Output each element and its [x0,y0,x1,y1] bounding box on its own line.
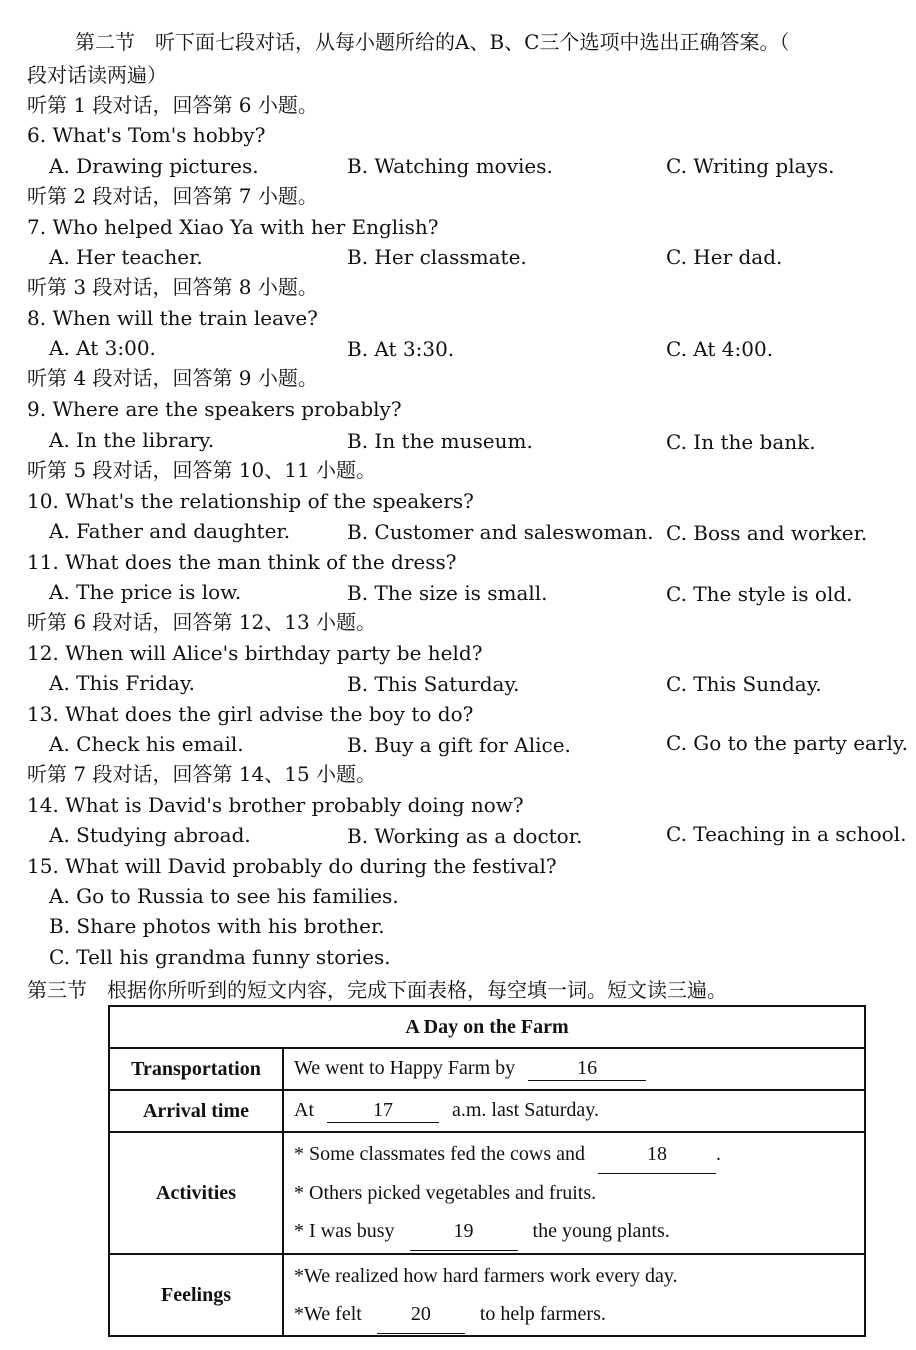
q11-option-b: B. The size is small. [347,581,548,605]
q7-option-a: A. Her teacher. [49,245,203,269]
blank-19[interactable]: 19 [410,1212,518,1251]
activities-label: Activities [109,1132,283,1254]
q12-option-c: C. This Sunday. [666,672,822,696]
q12-option-a: A. This Friday. [49,671,195,695]
activity-2: * Others picked vegetables and fruits. [294,1182,597,1204]
dialogue-intro-6: 听第 6 段对话，回答第 12、13 小题。 [27,610,377,634]
dialogue-intro-1: 听第 1 段对话，回答第 6 小题。 [27,93,318,117]
feeling-1: *We realized how hard farmers work every day. [294,1264,678,1287]
q7-option-c: C. Her dad. [666,245,783,269]
question-8: 8. When will the train leave? [27,306,318,330]
q8-option-b: B. At 3:30. [347,337,455,361]
dialogue-intro-7: 听第 7 段对话，回答第 14、15 小题。 [27,762,377,786]
blank-18[interactable]: 18 [598,1135,716,1174]
q15-option-a: A. Go to Russia to see his families. [49,884,399,908]
feeling-2-pre: *We felt [294,1302,362,1325]
q6-option-a: A. Drawing pictures. [49,154,259,178]
table-title: A Day on the Farm [109,1006,865,1048]
section2-heading-cont: 段对话读两遍） [27,63,167,87]
arrival-post: a.m. last Saturday. [452,1099,600,1121]
feeling-2-post: to help farmers. [479,1302,606,1325]
q9-option-b: B. In the museum. [347,429,533,453]
q9-option-c: C. In the bank. [666,430,816,454]
q14-option-c: C. Teaching in a school. [666,822,907,846]
question-13: 13. What does the girl advise the boy to do? [27,702,474,726]
q6-option-b: B. Watching movies. [347,154,553,178]
q11-option-a: A. The price is low. [49,580,242,604]
arrival-pre: At [294,1099,314,1121]
feeling-2 [294,1295,854,1334]
question-11: 11. What does the man think of the dress? [27,550,457,574]
activities-cell [283,1132,865,1254]
q8-option-c: C. At 4:00. [666,337,774,361]
activity-3-post: the young plants. [532,1220,670,1242]
dialogue-intro-3: 听第 3 段对话，回答第 8 小题。 [27,275,318,299]
feelings-cell [283,1254,865,1336]
feelings-label: Feelings [109,1254,283,1336]
dialogue-intro-2: 听第 2 段对话，回答第 7 小题。 [27,184,318,208]
blank-16[interactable]: 16 [528,1057,646,1081]
transportation-cell [283,1048,865,1090]
arrival-label: Arrival time [109,1090,283,1132]
farm-table [108,1005,866,1337]
dialogue-intro-4: 听第 4 段对话，回答第 9 小题。 [27,366,318,390]
question-14: 14. What is David's brother probably doing now? [27,793,524,817]
q10-option-c: C. Boss and worker. [666,521,868,545]
blank-20[interactable]: 20 [377,1295,465,1334]
q14-option-b: B. Working as a doctor. [347,824,583,848]
question-7: 7. Who helped Xiao Ya with her English? [27,215,439,239]
q9-option-a: A. In the library. [49,428,215,452]
question-10: 10. What's the relationship of the speakers? [27,489,474,513]
transportation-text: We went to Happy Farm by [294,1057,516,1079]
dialogue-intro-5: 听第 5 段对话，回答第 10、11 小题。 [27,458,377,482]
q7-option-b: B. Her classmate. [347,245,527,269]
q13-option-c: C. Go to the party early. [666,731,908,755]
q10-option-b: B. Customer and saleswoman. [347,520,654,544]
question-12: 12. When will Alice's birthday party be held? [27,641,483,665]
q8-option-a: A. At 3:00. [49,336,156,360]
q11-option-c: C. The style is old. [666,582,853,606]
q12-option-b: B. This Saturday. [347,672,520,696]
q15-option-c: C. Tell his grandma funny stories. [49,945,391,969]
activity-1: * Some classmates fed the cows and 18 . [294,1135,854,1174]
q13-option-b: B. Buy a gift for Alice. [347,733,571,757]
question-6: 6. What's Tom's hobby? [27,123,266,147]
q15-option-b: B. Share photos with his brother. [49,914,385,938]
activity-3-pre: * I was busy [294,1220,395,1242]
question-15: 15. What will David probably do during the festival? [27,854,557,878]
section2-heading: 第二节 听下面七段对话，从每小题所给的A、B、C三个选项中选出正确答案。（ [75,30,790,54]
q13-option-a: A. Check his email. [49,732,244,756]
q10-option-a: A. Father and daughter. [49,519,291,543]
q6-option-c: C. Writing plays. [666,154,835,178]
blank-17[interactable]: 17 [327,1099,439,1123]
arrival-cell [283,1090,865,1132]
question-9: 9. Where are the speakers probably? [27,397,402,421]
activity-3 [294,1212,854,1251]
activity-1-text: * Some classmates fed the cows and [294,1143,586,1165]
section3-heading: 第三节 根据你所听到的短文内容，完成下面表格，每空填一词。短文读三遍。 [27,978,727,1002]
transportation-label: Transportation [109,1048,283,1090]
q14-option-a: A. Studying abroad. [49,823,251,847]
